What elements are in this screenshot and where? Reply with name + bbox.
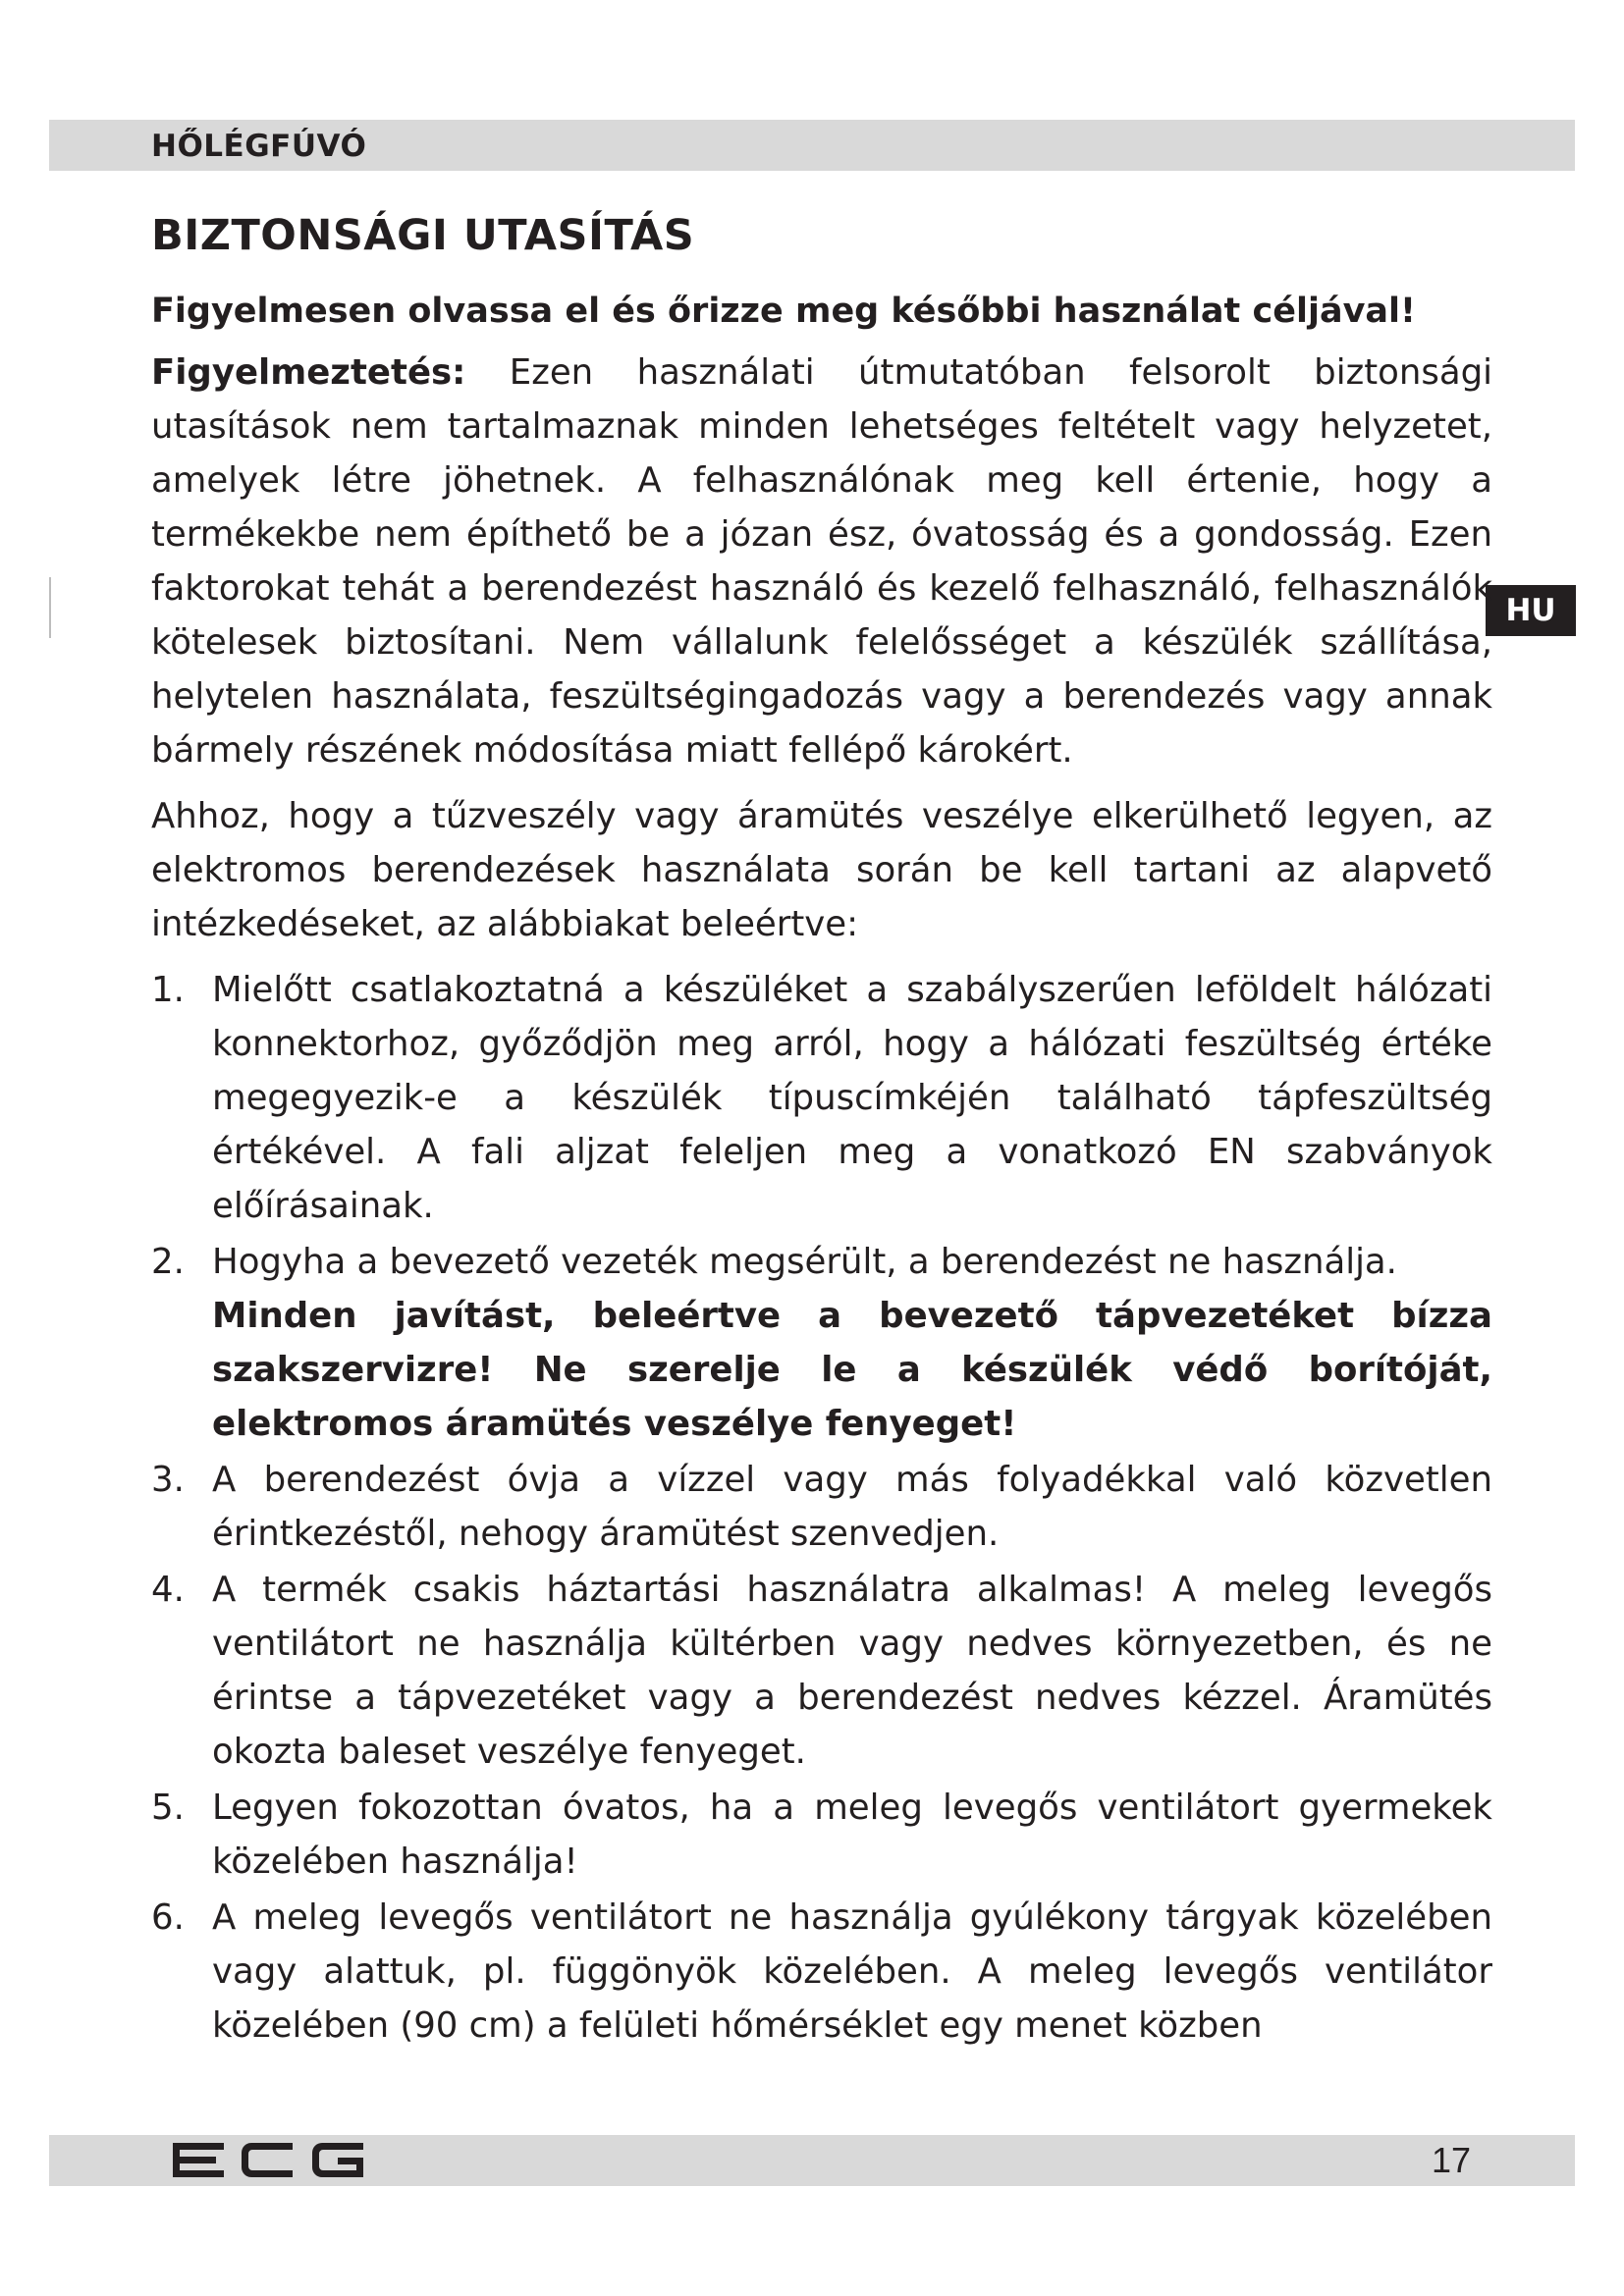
list-number: 2. [151,1242,185,1282]
header-title: HŐLÉGFÚVÓ [151,129,367,164]
warning-paragraph [151,346,1492,777]
list-item [151,1453,1492,1561]
list-item [151,963,1492,1233]
main-content [151,206,1492,2055]
warning-text: Ezen használati útmutatóban felsorolt biztonsági utasítások nem tartalmaznak minden lehetséges feltételt vagy helyzetet, amelyek létre jöhetnek. A felhasználónak meg kell értenie, hogy a termékekbe nem építhető be a józan ész, óvatosság és a gondosság. Ezen faktorokat tehát a berendezést használó és kezelő felhasználó, felhasználók kötelesek biztosítani. Nem vállalunk felelősséget a készülék szállítása, helytelen használata, feszültségingadozás vagy a berendezés vagy annak bármely részének módosítása miatt fellépő károkért. [151,352,1492,771]
list-item [151,1235,1492,1451]
ecg-logo [171,2139,377,2182]
language-tab: HU [1486,585,1576,636]
intro-paragraph: Ahhoz, hogy a tűzveszély vagy áramütés veszélye elkerülhető legyen, az elektromos berendezések használata során be kell tartani az alapvető intézkedéseket, az alábbiakat beleértve: [151,796,1492,944]
list-number: 4. [151,1570,185,1610]
header-bar [49,120,1575,171]
safety-list [151,963,1492,2053]
list-text: Mielőtt csatlakoztatná a készüléket a szabályszerűen leföldelt hálózati konnektorhoz, győződjön meg arról, hogy a hálózati feszültség értéke megegyezik-e a készülék típuscímkéjén található tápfeszültség értékével. A fali aljzat feleljen meg a vonatkozó EN szabványok előírásainak. [212,970,1492,1226]
list-item [151,1781,1492,1889]
list-text: Legyen fokozottan óvatos, ha a meleg levegős ventilátort gyermekek közelében használja! [212,1788,1492,1882]
warning-label: Figyelmeztetés: [151,352,466,393]
list-text: A berendezést óvja a vízzel vagy más folyadékkal való közvetlen érintkezéstől, nehogy áramütést szenvedjen. [212,1460,1492,1554]
page-number: 17 [1431,2140,1471,2180]
list-text: A meleg levegős ventilátort ne használja gyúlékony tárgyak közelében vagy alattuk, pl. függönyök közelében. A meleg levegős ventilátor közelében (90 cm) a felületi hőmérséklet egy menet közben [212,1897,1492,2046]
list-number: 3. [151,1460,185,1500]
margin-mark [49,577,51,638]
section-subtitle: Figyelmesen olvassa el és őrizze meg későbbi használat céljával! [151,292,1416,331]
section-title: BIZTONSÁGI UTASÍTÁS [151,211,695,260]
list-item [151,1891,1492,2053]
list-text: Hogyha a bevezető vezeték megsérült, a berendezést ne használja. [212,1242,1397,1282]
list-bold-warning: Minden javítást, beleértve a bevezető tápvezetéket bízza szakszervizre! Ne szerelje le a készülék védő borítóját, elektromos áramütés veszélye fenyeget! [212,1296,1492,1444]
list-number: 5. [151,1788,185,1828]
list-text: A termék csakis háztartási használatra alkalmas! A meleg levegős ventilátort ne használja kültérben vagy nedves környezetben, és ne érintse a tápvezetéket vagy a berendezést nedves kézzel. Áramütés okozta baleset veszélye fenyeget. [212,1570,1492,1772]
footer-bar [49,2135,1575,2186]
list-item [151,1563,1492,1779]
list-number: 6. [151,1897,185,1938]
list-number: 1. [151,970,185,1010]
